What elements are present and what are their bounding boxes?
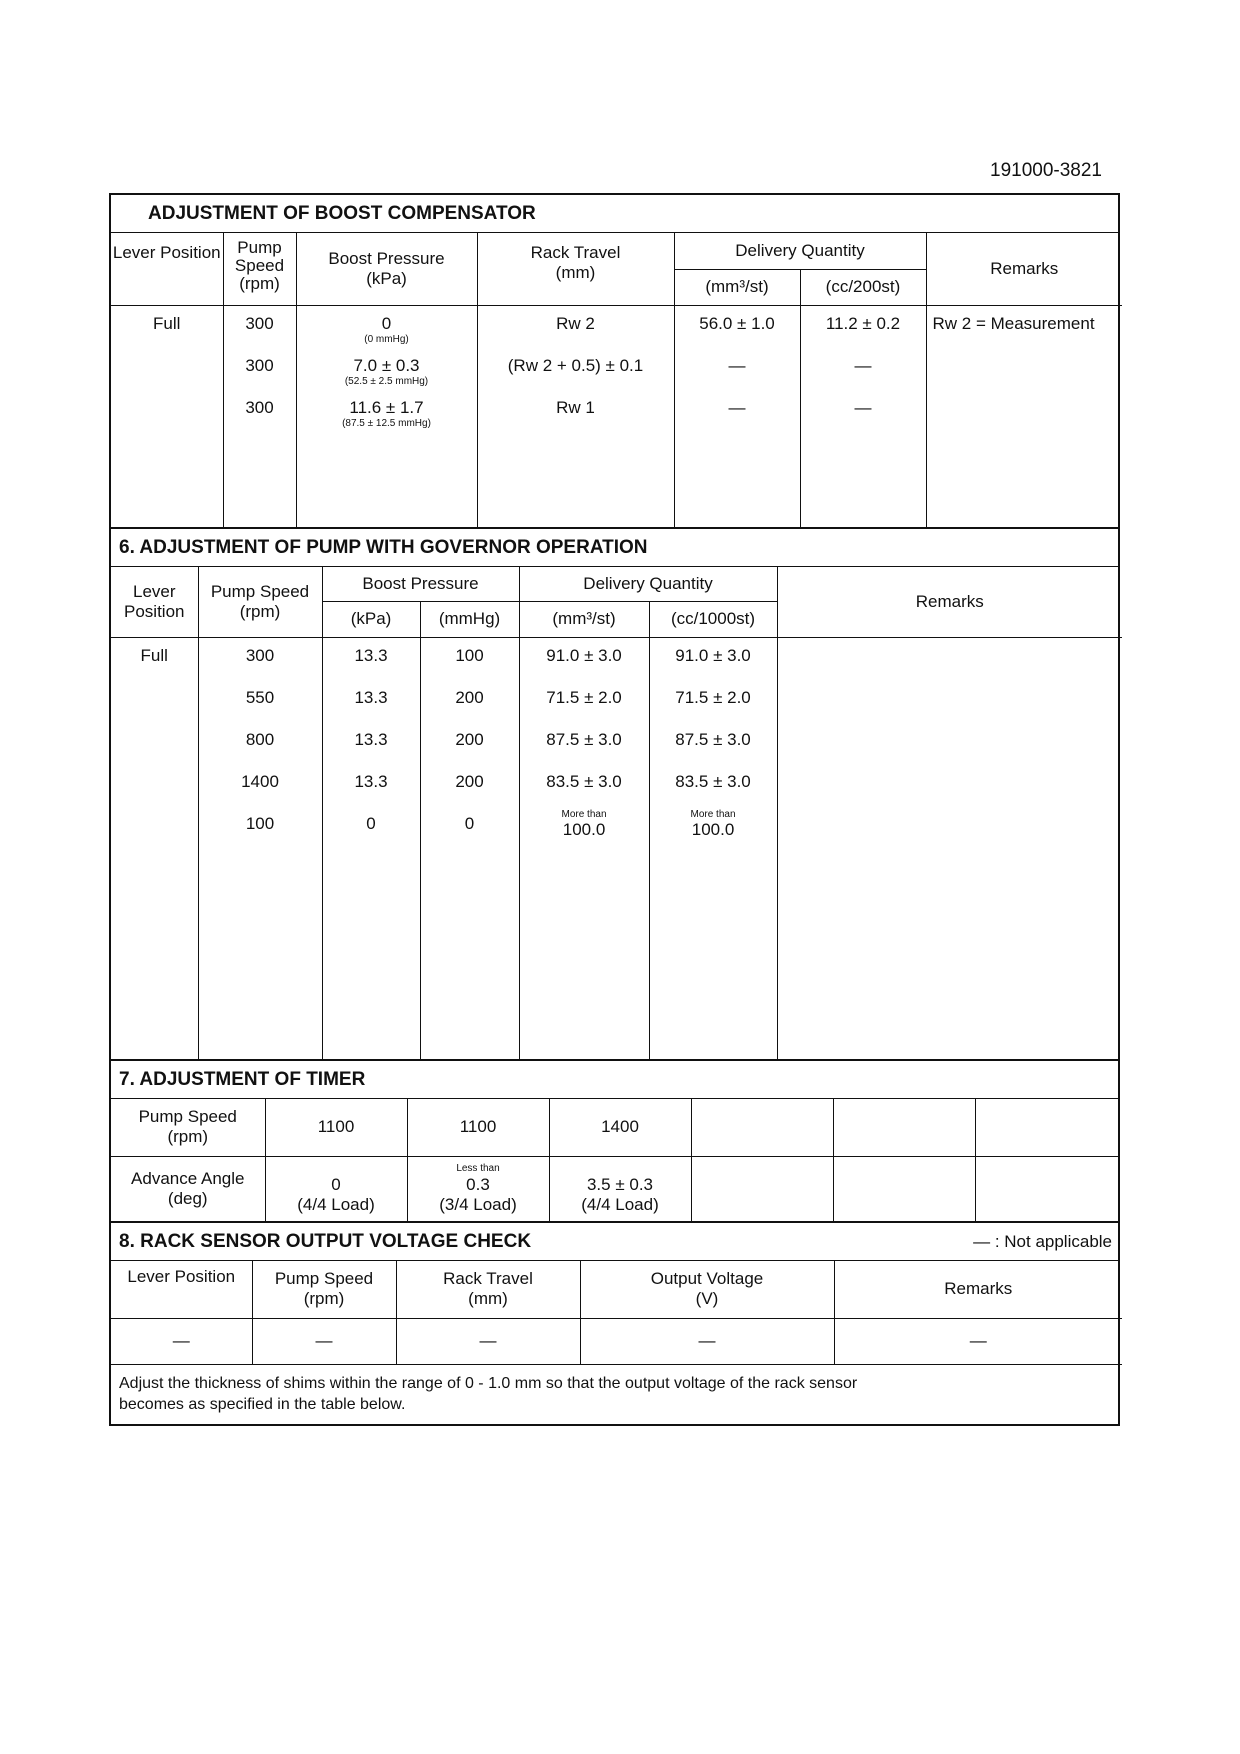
gov-delivery-quantity-header: Delivery Quantity (519, 567, 777, 601)
timer-speed-empty-3 (975, 1099, 1118, 1156)
governor-table (111, 567, 1122, 1059)
boost-pressure-column (296, 305, 477, 527)
boost-speed-column (223, 305, 296, 527)
gov-speed-row5: 100 (245, 813, 275, 833)
boost-dq-mm-row2: — (728, 355, 746, 375)
boost-dq-cc-row1: 11.2 ± 0.2 (825, 313, 901, 333)
boost-speed-row3: 300 (245, 397, 274, 417)
gov-dq-cc-row1: 91.0 ± 3.0 (675, 645, 751, 665)
rack-travel-row2: (Rw 2 + 0.5) ± 0.1 (507, 355, 644, 375)
rs-lever-value: — (111, 1318, 252, 1364)
rs-rack-travel-label: Rack Travel (443, 1269, 533, 1289)
rack-travel-header (477, 233, 674, 305)
timer-angle-3-value: 3.5 ± 0.3 (586, 1175, 654, 1194)
gov-dq-mm-row5-value: 100.0 (562, 819, 606, 839)
gov-dq-mm-row5 (520, 810, 649, 852)
timer-speed-2: 1100 (407, 1099, 549, 1156)
gov-kpa-column (322, 637, 420, 1059)
boost-pressure-value2: 7.0 ± 0.3 (353, 355, 420, 375)
rack-travel-column (477, 305, 674, 527)
gov-dq-mm-header: (mm³/st) (519, 601, 649, 637)
rs-voltage-value: — (580, 1318, 834, 1364)
rs-pump-speed-header (252, 1261, 396, 1318)
timer-speed-3: 1400 (549, 1099, 691, 1156)
timer-angle-2 (407, 1156, 549, 1221)
dq-unit-cc-header: (cc/200st) (800, 269, 926, 305)
timer-speed-1: 1100 (265, 1099, 407, 1156)
boost-pressure-row1 (297, 306, 477, 348)
gov-lever-value: Full (140, 645, 168, 665)
rs-output-voltage-label: Output Voltage (650, 1269, 764, 1289)
timer-section-title: 7. ADJUSTMENT OF TIMER (111, 1059, 1118, 1099)
rs-remarks-header: Remarks (834, 1261, 1122, 1318)
boost-dq-mm-column (674, 305, 800, 527)
gov-dq-mm-row5-qualifier: More than (561, 808, 607, 820)
boost-remarks-column (926, 305, 1122, 527)
boost-pressure-header (296, 233, 477, 305)
timer-angle-label-cell (111, 1156, 265, 1221)
boost-dq-mm-row3: — (728, 397, 746, 417)
rack-travel-row1: Rw 2 (556, 313, 595, 333)
gov-dq-cc-row3: 87.5 ± 3.0 (675, 729, 751, 749)
gov-dq-cc-row5-qualifier: More than (690, 808, 736, 820)
rack-travel-label: Rack Travel (530, 243, 621, 262)
gov-bp-mmhg-header: (mmHg) (420, 601, 519, 637)
timer-angle-empty-3 (975, 1156, 1118, 1221)
boost-pressure-value3: 11.6 ± 1.7 (349, 397, 424, 417)
governor-section-title: 6. ADJUSTMENT OF PUMP WITH GOVERNOR OPERATION (111, 527, 1118, 567)
boost-pressure-sub1: (0 mmHg) (364, 333, 409, 345)
gov-dq-cc-row2: 71.5 ± 2.0 (675, 687, 751, 707)
boost-remarks-header: Remarks (926, 233, 1122, 305)
gov-mmhg-row1: 100 (455, 645, 484, 665)
boost-lever-value: Full (153, 313, 181, 333)
timer-speed-label: Pump Speed (138, 1107, 237, 1127)
timer-angle-2-value: 0.3 (466, 1175, 490, 1194)
boost-dq-cc-row2: — (854, 355, 872, 375)
timer-speed-unit: (rpm) (167, 1127, 209, 1147)
rack-travel-unit: (mm) (555, 263, 596, 282)
gov-kpa-row4: 13.3 (354, 771, 388, 791)
gov-dq-cc-row5 (650, 810, 777, 852)
rack-sensor-instruction (111, 1364, 1122, 1424)
boost-pressure-row2 (297, 348, 477, 390)
gov-mmhg-column (420, 637, 519, 1059)
instruction-line-2: becomes as specified in the table below. (119, 1396, 406, 1414)
boost-pressure-unit: (kPa) (366, 268, 407, 288)
gov-speed-row3: 800 (245, 729, 275, 749)
gov-mmhg-row2: 200 (455, 687, 484, 707)
gov-speed-column (198, 637, 322, 1059)
gov-boost-pressure-header: Boost Pressure (322, 567, 519, 601)
boost-dq-cc-row3: — (854, 397, 872, 417)
boost-pressure-value1: 0 (381, 313, 392, 333)
gov-kpa-row2: 13.3 (354, 687, 388, 707)
gov-pump-speed-label: Pump Speed (210, 581, 310, 601)
rs-pump-speed-label: Pump Speed (274, 1269, 374, 1289)
gov-kpa-row1: 13.3 (354, 645, 388, 665)
gov-mmhg-row5: 0 (464, 813, 475, 833)
rs-remarks-value: — (834, 1318, 1122, 1364)
gov-dq-cc-row5-value: 100.0 (691, 819, 735, 839)
timer-angle-empty-2 (833, 1156, 975, 1221)
rack-sensor-table (111, 1261, 1122, 1424)
boost-section-title: ADJUSTMENT OF BOOST COMPENSATOR (111, 195, 1118, 233)
rs-output-voltage-header (580, 1261, 834, 1318)
timer-speed-empty-2 (833, 1099, 975, 1156)
boost-pressure-sub2: (52.5 ± 2.5 mmHg) (344, 375, 429, 387)
gov-remarks-header: Remarks (777, 567, 1122, 637)
boost-dq-mm-row1: 56.0 ± 1.0 (699, 313, 775, 333)
gov-mmhg-row4: 200 (455, 771, 484, 791)
gov-speed-row2: 550 (245, 687, 275, 707)
gov-bp-kpa-header: (kPa) (322, 601, 420, 637)
gov-pump-speed-header (198, 567, 322, 637)
timer-angle-label: Advance Angle (131, 1168, 245, 1188)
timer-angle-1 (265, 1156, 407, 1221)
boost-pressure-sub3: (87.5 ± 12.5 mmHg) (342, 417, 431, 429)
boost-table (111, 233, 1122, 527)
timer-angle-2-qualifier: Less than (456, 1163, 500, 1174)
gov-dq-mm-row4: 83.5 ± 3.0 (546, 771, 622, 791)
timer-angle-2-load: (3/4 Load) (439, 1195, 517, 1214)
gov-lever-position-header: Lever Position (111, 567, 198, 637)
boost-pressure-label: Boost Pressure (328, 248, 445, 268)
rs-pump-speed-unit: (rpm) (303, 1289, 345, 1309)
timer-angle-3-load: (4/4 Load) (581, 1195, 659, 1214)
rack-sensor-section-title (111, 1221, 1118, 1261)
boost-lever-position-header: Lever Position (111, 233, 223, 305)
gov-speed-row1: 300 (245, 645, 275, 665)
timer-angle-1-load: (4/4 Load) (297, 1195, 375, 1214)
rack-sensor-title-text: 8. RACK SENSOR OUTPUT VOLTAGE CHECK (119, 1231, 532, 1252)
boost-pump-speed-header: Pump Speed (rpm) (223, 233, 296, 305)
delivery-quantity-header: Delivery Quantity (674, 233, 926, 269)
gov-speed-row4: 1400 (241, 771, 279, 791)
rs-rack-travel-unit: (mm) (468, 1289, 508, 1309)
rs-lever-position-header: Lever Position (111, 1261, 252, 1318)
gov-dq-mm-column (519, 637, 649, 1059)
timer-table (111, 1099, 1118, 1221)
dq-unit-mm-header: (mm³/st) (674, 269, 800, 305)
timer-angle-1-value: 0 (331, 1175, 341, 1194)
gov-dq-cc-header: (cc/1000st) (649, 601, 777, 637)
gov-pump-speed-unit: (rpm) (239, 601, 281, 621)
boost-lever-cell (111, 305, 223, 527)
boost-speed-row1: 300 (245, 313, 274, 333)
gov-remarks-column (777, 637, 1122, 1059)
timer-speed-label-cell (111, 1099, 265, 1156)
gov-dq-cc-row4: 83.5 ± 3.0 (675, 771, 751, 791)
instruction-line-1: Adjust the thickness of shims within the range of 0 - 1.0 mm so that the output voltage of the rack sensor (119, 1375, 858, 1393)
boost-remark-row1: Rw 2 = Measurement (932, 313, 1095, 333)
gov-dq-mm-row2: 71.5 ± 2.0 (546, 687, 622, 707)
rack-travel-row3: Rw 1 (556, 397, 595, 417)
boost-pressure-row3 (297, 390, 477, 432)
gov-kpa-row3: 13.3 (354, 729, 388, 749)
timer-angle-unit: (deg) (167, 1188, 208, 1208)
rs-output-voltage-unit: (V) (695, 1289, 719, 1309)
gov-lever-cell (111, 637, 198, 1059)
document-number: 191000-3821 (990, 160, 1102, 181)
timer-speed-empty-1 (691, 1099, 833, 1156)
not-applicable-note: — : Not applicable (973, 1232, 1112, 1251)
spec-sheet-frame (109, 193, 1120, 1426)
timer-angle-empty-1 (691, 1156, 833, 1221)
timer-angle-3 (549, 1156, 691, 1221)
boost-speed-row2: 300 (245, 355, 274, 375)
rs-speed-value: — (252, 1318, 396, 1364)
gov-dq-cc-column (649, 637, 777, 1059)
boost-dq-cc-column (800, 305, 926, 527)
gov-kpa-row5: 0 (366, 813, 376, 833)
rs-rack-value: — (396, 1318, 580, 1364)
gov-dq-mm-row1: 91.0 ± 3.0 (546, 645, 622, 665)
gov-dq-mm-row3: 87.5 ± 3.0 (546, 729, 622, 749)
gov-mmhg-row3: 200 (455, 729, 484, 749)
rs-rack-travel-header (396, 1261, 580, 1318)
